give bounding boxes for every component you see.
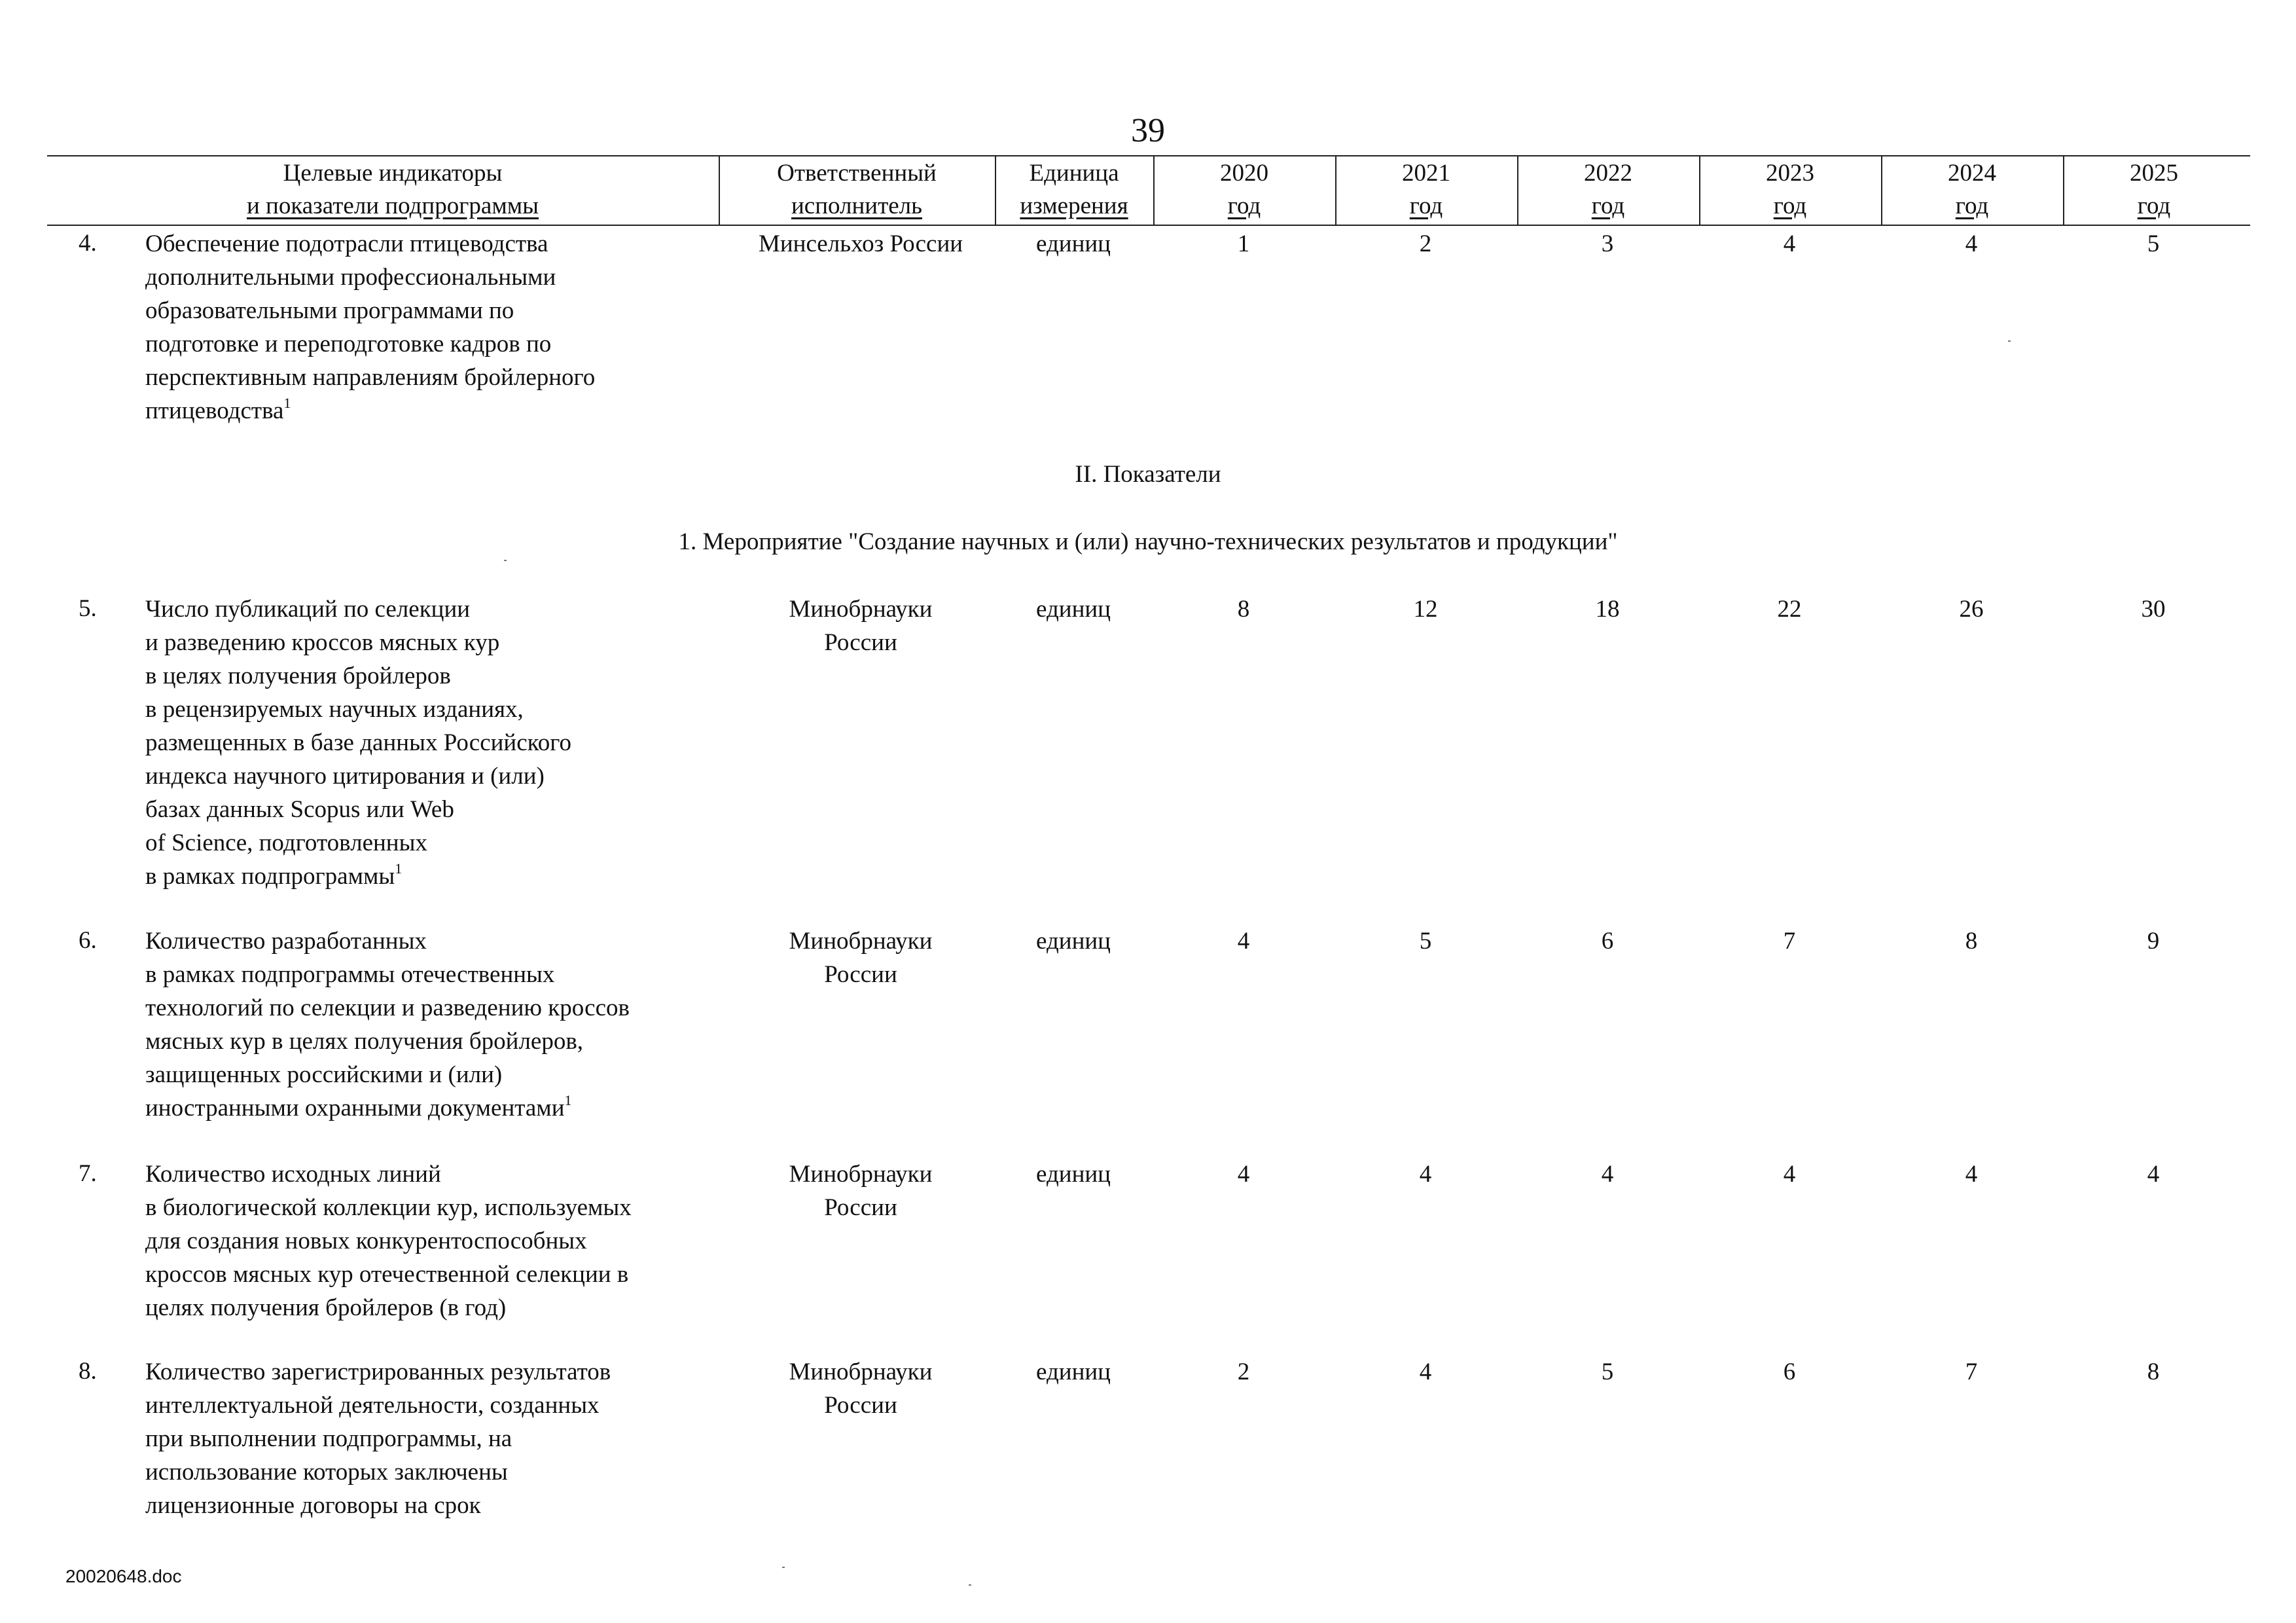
indicator-line: защищенных российскими и (или)	[145, 1061, 503, 1088]
executor-line: России	[824, 629, 897, 656]
indicator-line: базах данных Scopus или Web	[145, 796, 454, 823]
scan-speck	[969, 1584, 971, 1586]
indicator-line: в рецензируемых научных изданиях,	[145, 696, 524, 723]
header-year-suffix: год	[1955, 192, 1989, 219]
header-year-2023	[1700, 157, 1880, 223]
value-2025: 4	[2147, 1161, 2160, 1188]
row-unit: единиц	[1036, 1161, 1111, 1188]
indicator-line: целях получения бройлеров (в год)	[145, 1294, 507, 1321]
value-2025: 8	[2147, 1359, 2160, 1385]
executor-line: Минобрнауки	[789, 596, 933, 623]
header-year-suffix: год	[1409, 192, 1443, 219]
footnote-mark: 1	[283, 395, 291, 411]
header-year-2024	[1882, 157, 2062, 223]
header-year-value: 2024	[1948, 160, 1996, 187]
value-2023: 4	[1783, 230, 1796, 257]
indicator-line: кроссов мясных кур отечественной селекции в	[145, 1261, 629, 1288]
value-2024: 8	[1965, 928, 1978, 955]
row-executor	[720, 924, 1001, 991]
page-number: 39	[1131, 112, 1165, 149]
value-2021: 2	[1419, 230, 1432, 257]
value-2020: 1	[1237, 230, 1250, 257]
value-2021: 12	[1413, 596, 1438, 623]
indicator-line: и разведению кроссов мясных кур	[145, 629, 500, 656]
indicator-line: использование которых заключены	[145, 1459, 508, 1486]
header-year-2021	[1336, 157, 1516, 223]
value-2022: 4	[1601, 1161, 1614, 1188]
indicator-line: в биологической коллекции кур, используемых	[145, 1194, 632, 1221]
indicator-line: образовательными программами по	[145, 297, 514, 324]
row-executor	[720, 593, 1001, 659]
activity-heading: 1. Мероприятие "Создание научных и (или) научно-технических результатов и продукции"	[678, 528, 1618, 555]
indicator-line: Количество зарегистрированных результатов	[145, 1359, 611, 1385]
executor-line: России	[824, 1194, 897, 1221]
section-heading: II. Показатели	[1075, 461, 1221, 488]
row-indicator-text	[145, 227, 721, 428]
indicator-line-last	[145, 394, 721, 428]
header-unit-line1: Единица	[1029, 160, 1119, 187]
value-2024: 26	[1959, 596, 1984, 623]
row-indicator-text	[145, 924, 721, 1125]
row-indicator-text	[145, 1158, 721, 1324]
row-number: 6.	[79, 927, 97, 954]
row-executor	[720, 227, 1001, 261]
value-2021: 5	[1419, 928, 1432, 955]
header-bottom-rule	[47, 225, 2250, 226]
header-year-value: 2025	[2130, 160, 2178, 187]
executor-line: России	[824, 1392, 897, 1419]
value-2025: 30	[2141, 596, 2166, 623]
footnote-mark: 1	[564, 1092, 572, 1108]
value-2024: 4	[1965, 230, 1978, 257]
executor-line: Минобрнауки	[789, 1359, 933, 1385]
row-unit: единиц	[1036, 1359, 1111, 1385]
indicator-line: в рамках подпрограммы отечественных	[145, 961, 555, 988]
indicator-line: индекса научного цитирования и (или)	[145, 763, 545, 790]
value-2022: 6	[1601, 928, 1614, 955]
indicator-line: мясных кур в целях получения бройлеров,	[145, 1028, 584, 1055]
header-year-2025	[2064, 157, 2244, 223]
header-year-suffix: год	[1227, 192, 1261, 219]
indicator-line: птицеводства	[145, 397, 284, 424]
indicator-line: интеллектуальной деятельности, созданных	[145, 1392, 600, 1419]
row-unit: единиц	[1036, 596, 1111, 623]
indicator-line: перспективным направлениям бройлерного	[145, 364, 596, 391]
executor-line: России	[824, 961, 897, 988]
indicator-line: в рамках подпрограммы	[145, 863, 395, 890]
row-unit: единиц	[1036, 928, 1111, 955]
indicator-line-last	[145, 1091, 721, 1125]
header-year-2022	[1518, 157, 1698, 223]
value-2023: 22	[1777, 596, 1802, 623]
indicator-line: Число публикаций по селекции	[145, 596, 471, 623]
indicator-line: в целях получения бройлеров	[145, 663, 451, 689]
header-year-2020	[1155, 157, 1334, 223]
scan-speck	[2008, 340, 2011, 342]
value-2020: 4	[1237, 928, 1250, 955]
value-2025: 9	[2147, 928, 2160, 955]
row-number: 7.	[79, 1160, 97, 1187]
row-unit: единиц	[1036, 230, 1111, 257]
header-executor-line1: Ответственный	[777, 160, 937, 187]
indicator-line: лицензионные договоры на срок	[145, 1492, 481, 1519]
indicator-line: Количество исходных линий	[145, 1161, 441, 1188]
value-2023: 4	[1783, 1161, 1796, 1188]
indicator-line: Количество разработанных	[145, 928, 427, 955]
indicator-line: при выполнении подпрограммы, на	[145, 1425, 512, 1452]
row-executor	[720, 1158, 1001, 1224]
value-2023: 6	[1783, 1359, 1796, 1385]
header-unit	[996, 157, 1152, 223]
header-year-value: 2021	[1402, 160, 1450, 187]
executor-line: Минобрнауки	[789, 1161, 933, 1188]
row-number: 4.	[79, 230, 97, 257]
header-year-suffix: год	[1591, 192, 1625, 219]
header-year-suffix: год	[2137, 192, 2171, 219]
header-indicators	[151, 157, 635, 223]
row-indicator-text	[145, 593, 721, 893]
value-2021: 4	[1419, 1161, 1432, 1188]
header-year-value: 2023	[1766, 160, 1814, 187]
value-2020: 4	[1237, 1161, 1250, 1188]
indicator-line: подготовке и переподготовке кадров по	[145, 331, 552, 357]
document-filename: 20020648.doc	[65, 1566, 182, 1586]
header-year-suffix: год	[1773, 192, 1807, 219]
value-2021: 4	[1419, 1359, 1432, 1385]
footnote-mark: 1	[395, 860, 403, 877]
executor-line: Минобрнауки	[789, 928, 933, 955]
value-2022: 3	[1601, 230, 1614, 257]
row-executor	[720, 1355, 1001, 1422]
value-2025: 5	[2147, 230, 2160, 257]
value-2020: 2	[1237, 1359, 1250, 1385]
indicator-line: of Science, подготовленных	[145, 830, 427, 856]
row-number: 8.	[79, 1358, 97, 1385]
header-executor-line2: исполнитель	[791, 192, 923, 219]
indicator-line: технологий по селекции и разведению кроссов	[145, 994, 630, 1021]
indicator-line: размещенных в базе данных Российского	[145, 729, 571, 756]
value-2024: 7	[1965, 1359, 1978, 1385]
row-number: 5.	[79, 595, 97, 622]
indicator-line-last	[145, 860, 721, 893]
executor-line: Минсельхоз России	[758, 230, 963, 257]
value-2024: 4	[1965, 1161, 1978, 1188]
indicator-line: дополнительными профессиональными	[145, 264, 556, 291]
header-unit-line2: измерения	[1020, 192, 1128, 219]
header-top-rule	[47, 155, 2250, 156]
indicator-line: для создания новых конкурентоспособных	[145, 1228, 587, 1254]
header-year-value: 2022	[1584, 160, 1632, 187]
header-executor	[720, 157, 994, 223]
header-indicators-line1: Целевые индикаторы	[283, 160, 503, 187]
scan-speck	[504, 560, 507, 561]
scan-speck	[782, 1567, 785, 1568]
indicator-line: иностранными охранными документами	[145, 1095, 565, 1122]
value-2020: 8	[1237, 596, 1250, 623]
value-2022: 5	[1601, 1359, 1614, 1385]
header-year-value: 2020	[1220, 160, 1268, 187]
row-indicator-text	[145, 1355, 721, 1522]
value-2022: 18	[1595, 596, 1620, 623]
indicator-line: Обеспечение подотрасли птицеводства	[145, 230, 548, 257]
header-indicators-line2: и показатели подпрограммы	[246, 192, 539, 219]
value-2023: 7	[1783, 928, 1796, 955]
